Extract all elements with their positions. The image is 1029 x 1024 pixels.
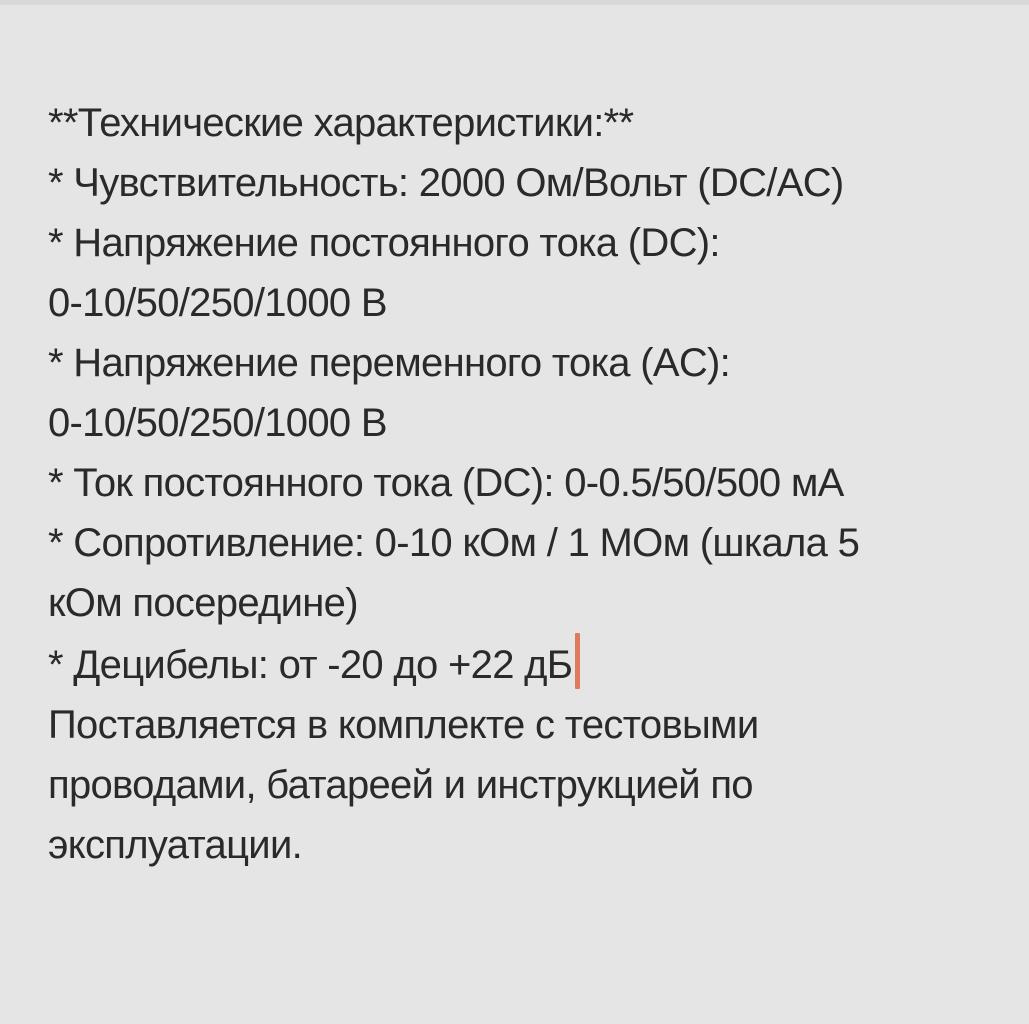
text-line xyxy=(48,633,1011,695)
text-line xyxy=(48,815,1011,875)
text-line-content: * Чувствительность: 2000 Ом/Вольт (DC/AC) xyxy=(48,161,844,205)
text-line-content: * Напряжение переменного тока (AC): xyxy=(48,341,731,385)
text-line xyxy=(48,755,1011,815)
text-line-content: **Технические характеристики:** xyxy=(48,101,634,145)
text-editor-area[interactable] xyxy=(48,93,1011,1024)
text-line xyxy=(48,273,1011,333)
text-line xyxy=(48,393,1011,453)
text-line xyxy=(48,573,1011,633)
top-divider xyxy=(0,0,1029,5)
text-line-content: * Сопротивление: 0-10 кОм / 1 МОм (шкала 5 xyxy=(48,521,860,565)
text-line xyxy=(48,213,1011,273)
text-line-content: эксплуатации. xyxy=(48,823,303,867)
text-line xyxy=(48,333,1011,393)
text-line-content: 0-10/50/250/1000 В xyxy=(48,281,387,325)
text-line xyxy=(48,513,1011,573)
text-line xyxy=(48,153,1011,213)
text-line xyxy=(48,453,1011,513)
text-line-content: * Децибелы: от -20 до +22 дБ xyxy=(48,643,573,687)
text-line-content: проводами, батареей и инструкцией по xyxy=(48,763,753,807)
text-line-content: Поставляется в комплекте с тестовыми xyxy=(48,703,759,747)
text-line-content: * Ток постоянного тока (DC): 0-0.5/50/500 мА xyxy=(48,461,844,505)
text-line xyxy=(48,695,1011,755)
text-line-content: * Напряжение постоянного тока (DC): xyxy=(48,221,720,265)
text-line-content: кОм посередине) xyxy=(48,581,358,625)
text-line xyxy=(48,93,1011,153)
text-cursor xyxy=(575,633,580,689)
text-line-content: 0-10/50/250/1000 В xyxy=(48,401,387,445)
